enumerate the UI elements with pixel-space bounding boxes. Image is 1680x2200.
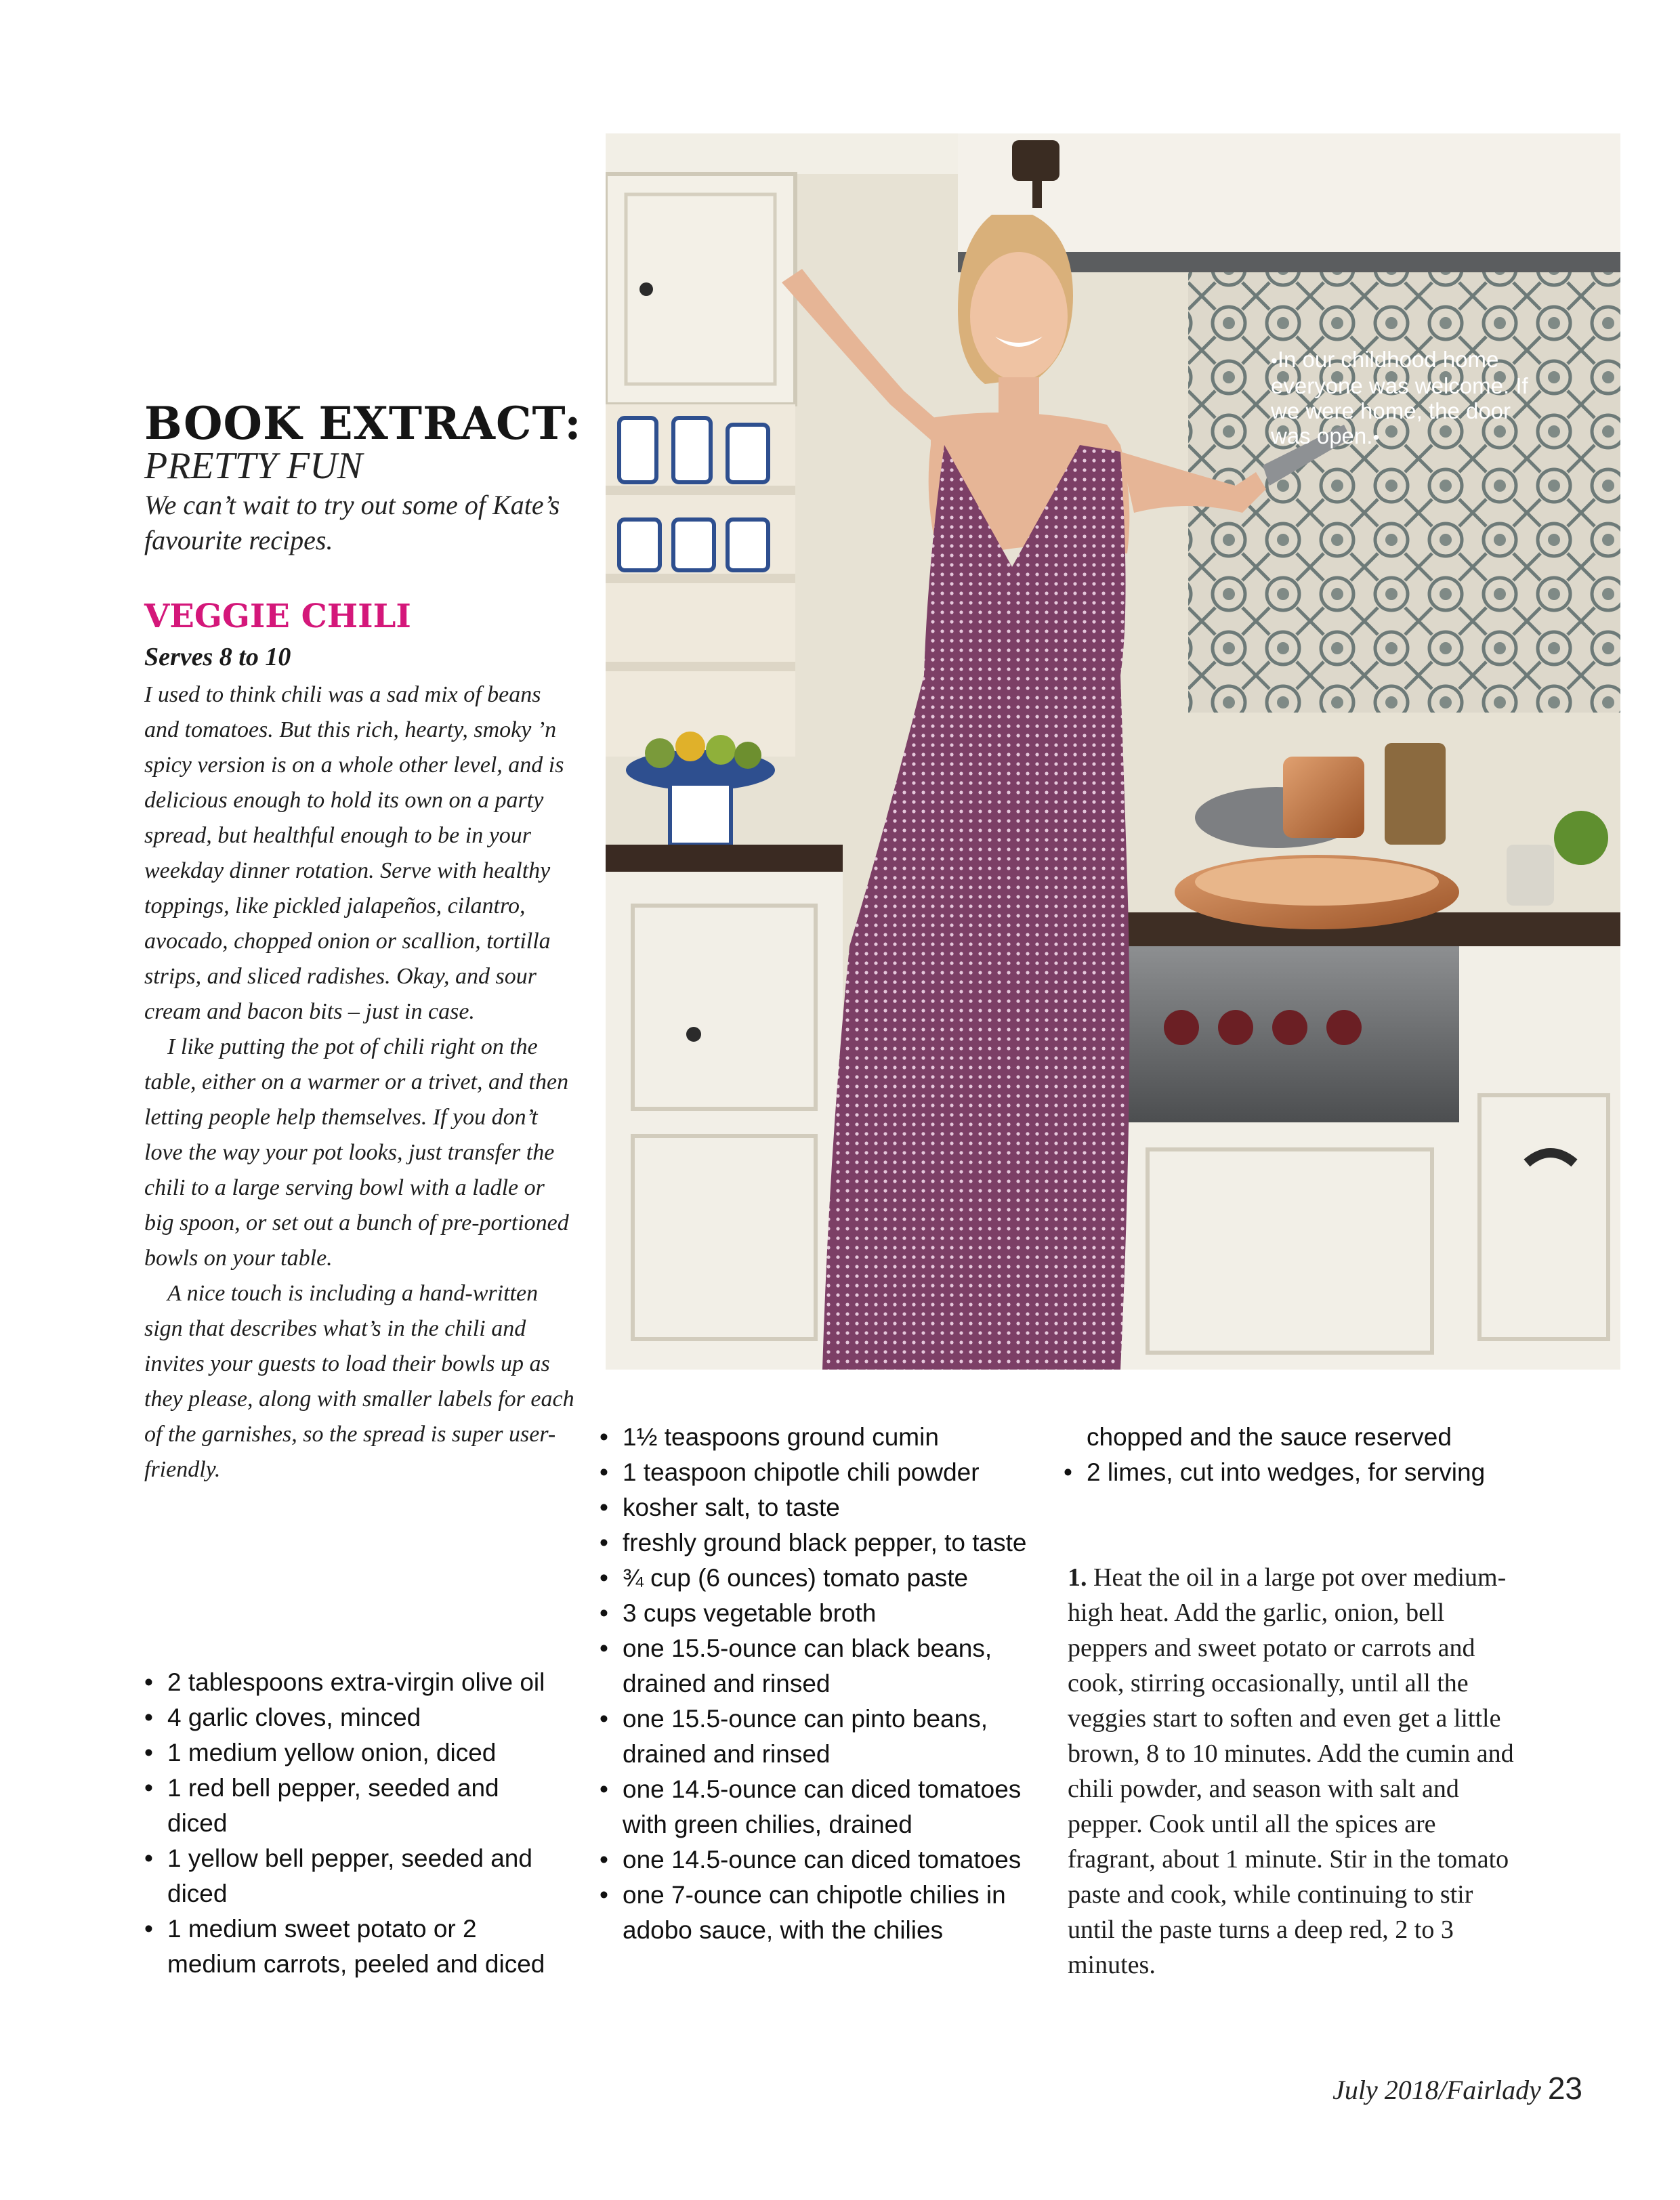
bullet-icon: •: [600, 1564, 608, 1592]
method-step: [1068, 1560, 1515, 1983]
recipe-serves: Serves 8 to 10: [144, 643, 291, 671]
extract-kicker: BOOK EXTRACT:: [144, 397, 582, 450]
method-step-number: 1.: [1068, 1563, 1087, 1592]
pull-quote-text: In our childhood home everyone was welcome. If we were home, the door was open.: [1271, 347, 1528, 448]
ingredient-item: • freshly ground black pepper, to taste: [600, 1525, 1033, 1561]
bullet-icon: •: [144, 1915, 153, 1943]
kitchen-photo: [606, 133, 1620, 1370]
bullet-icon: •: [600, 1423, 608, 1451]
ingredient-item: • 1 medium yellow onion, diced: [144, 1735, 564, 1771]
folio: [1332, 2070, 1582, 2107]
intro-paragraph: I like putting the pot of chili right on the table, either on a warmer or a trivet, and then letting people help themselves. If you don’t love the way your pot looks, just transfer the chili to a large serving bowl with a ladle or big spoon, or set out a bunch of pre-portioned bowls on your table.: [144, 1034, 569, 1271]
ingredient-item: • 4 garlic cloves, minced: [144, 1700, 564, 1735]
ingredient-continuation: chopped and the sauce reserved: [1087, 1423, 1452, 1451]
ingredient-item: • one 14.5-ounce can diced tomatoes: [600, 1842, 1033, 1878]
ingredient-item: • one 7-ounce can chipotle chilies in adobo sauce, with the chilies: [600, 1878, 1033, 1948]
ingredient-item: • 1 red bell pepper, seeded and diced: [144, 1771, 564, 1841]
recipe-title: VEGGIE CHILI: [144, 597, 411, 635]
bullet-icon: •: [600, 1529, 608, 1557]
bullet-icon: •: [600, 1494, 608, 1521]
ingredient-item: • 1 teaspoon chipotle chili powder: [600, 1455, 1033, 1490]
ingredient-item: • one 15.5-ounce can pinto beans, drained and rinsed: [600, 1701, 1033, 1772]
ingredients-list-col3: [1064, 1420, 1524, 1490]
ingredient-item: • 1 yellow bell pepper, seeded and diced: [144, 1841, 564, 1911]
bullet-icon: •: [600, 1458, 608, 1486]
page-number: 23: [1547, 2071, 1582, 2106]
bullet-icon: •: [1064, 1458, 1072, 1486]
standfirst: We can’t wait to try out some of Kate’s favourite recipes.: [144, 490, 560, 555]
ingredient-item: • 2 tablespoons extra-virgin olive oil: [144, 1665, 564, 1700]
ingredients-list-col2: [600, 1420, 1033, 1948]
bullet-icon: •: [600, 1634, 608, 1662]
quote-open-mark: •: [1271, 350, 1278, 371]
bullet-icon: •: [600, 1705, 608, 1733]
folio-date-magazine: July 2018/Fairlady: [1332, 2075, 1541, 2105]
pull-quote: [1271, 347, 1528, 450]
intro-paragraph: A nice touch is including a hand-written sign that describes what’s in the chili and invites your guests to load their bowls up as they please, along with smaller labels for each of the garnishes, so the spread is super user-friendly.: [144, 1281, 574, 1482]
ingredient-item: • 3 cups vegetable broth: [600, 1596, 1033, 1631]
extract-subtitle: PRETTY FUN: [144, 445, 363, 487]
quote-close-mark: •: [1372, 427, 1380, 448]
bullet-icon: •: [600, 1775, 608, 1803]
bullet-icon: •: [144, 1774, 153, 1802]
intro-paragraph: I used to think chili was a sad mix of beans and tomatoes. But this rich, hearty, smoky ’n spicy version is on a whole other level, and is delicious enough to hold its own on a party spread, but healthful enough to be in your weekday dinner rotation. Serve with healthy toppings, like pickled jalapeños, cilantro, avocado, chopped onion or scallion, tortilla strips, and sliced radishes. Okay, and sour cream and bacon bits – just in case.: [144, 682, 564, 1024]
bullet-icon: •: [144, 1739, 153, 1767]
ingredient-item: • 1½ teaspoons ground cumin: [600, 1420, 1033, 1455]
bullet-icon: •: [600, 1846, 608, 1874]
ingredient-item: • kosher salt, to taste: [600, 1490, 1033, 1525]
method-step-text: Heat the oil in a large pot over medium-high heat. Add the garlic, onion, bell peppers and sweet potato or carrots and cook, stirring occasionally, until all the veggies start to soften and even get a little brown, 8 to 10 minutes. Add the cumin and chili powder, and season with salt and pepper. Cook until all the spices are fragrant, about 1 minute. Stir in the tomato paste and cook, while continuing to stir until the paste turns a deep red, 2 to 3 minutes.: [1068, 1563, 1514, 1979]
ingredient-item: • one 15.5-ounce can black beans, drained and rinsed: [600, 1631, 1033, 1701]
bullet-icon: •: [600, 1599, 608, 1627]
ingredient-item: • 2 limes, cut into wedges, for serving: [1064, 1455, 1524, 1490]
ingredient-item: • ¾ cup (6 ounces) tomato paste: [600, 1561, 1033, 1596]
ingredient-item: • one 14.5-ounce can diced tomatoes with green chilies, drained: [600, 1772, 1033, 1842]
kitchen-illustration: [606, 133, 1620, 1370]
bullet-icon: •: [144, 1704, 153, 1731]
bullet-icon: •: [144, 1668, 153, 1696]
recipe-intro: [144, 677, 578, 1487]
bullet-icon: •: [600, 1881, 608, 1909]
bullet-icon: •: [144, 1844, 153, 1872]
ingredients-list-col1: [144, 1665, 564, 1982]
ingredient-item: • 1 medium sweet potato or 2 medium carrots, peeled and diced: [144, 1911, 564, 1982]
